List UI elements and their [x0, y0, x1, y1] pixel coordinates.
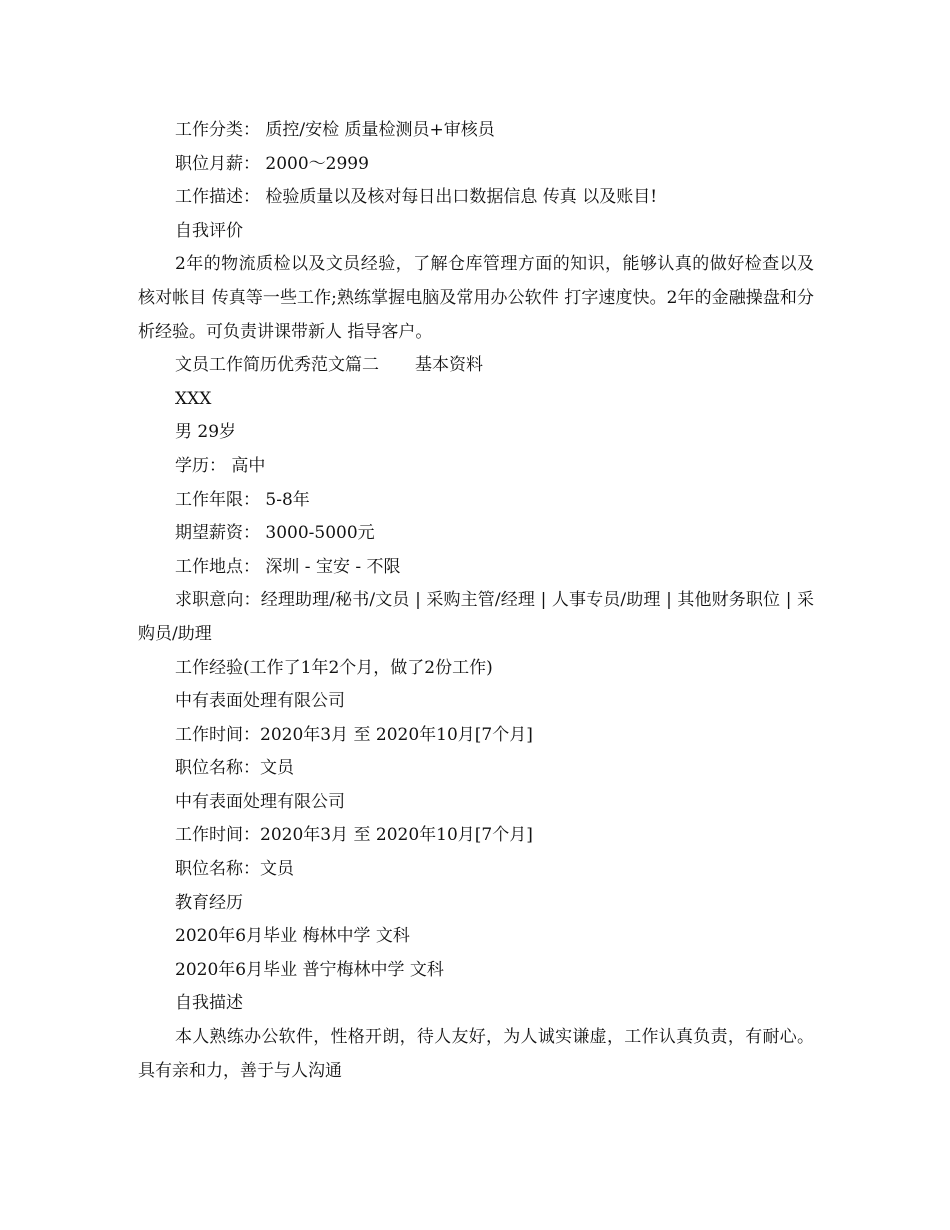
work-years-line: 工作年限： 5-8年 [175, 489, 310, 510]
job-category-line: 工作分类： 质控/安检 质量检测员+审核员 [175, 120, 495, 140]
job-intent-paragraph: 求职意向：经理助理/秘书/文员 | 采购主管/经理 | 人事专员/助理 | 其他财务职位 | 采购员/助理 [138, 590, 814, 644]
job-description-line: 工作描述： 检验质量以及核对每日出口数据信息 传真 以及账目! [175, 187, 658, 208]
section-title-line [138, 349, 814, 383]
self-evaluation-heading: 自我评价 [175, 220, 243, 241]
work-period-2: 工作时间：2020年3月 至 2020年10月[7个月] [175, 825, 533, 846]
self-description-paragraph: 本人熟练办公软件，性格开朗，待人友好，为人诚实谦虚，工作认真负责，有耐心。具有亲和力，善于与人沟通 [138, 1027, 814, 1081]
position-title-1: 职位名称：文员 [175, 758, 294, 779]
education-entry-1: 2020年6月毕业 梅林中学 文科 [175, 926, 410, 947]
self-description-heading: 自我描述 [175, 993, 243, 1014]
document-body [138, 114, 814, 1088]
basic-info-heading: 基本资料 [415, 355, 483, 376]
work-period-1: 工作时间：2020年3月 至 2020年10月[7个月] [175, 724, 533, 745]
company-name-2: 中有表面处理有限公司 [175, 791, 345, 812]
monthly-salary-line: 职位月薪： 2000～2999 [175, 153, 369, 174]
work-experience-heading: 工作经验(工作了1年2个月，做了2份工作) [175, 657, 493, 678]
candidate-name: XXX [175, 388, 212, 409]
education-entry-2: 2020年6月毕业 普宁梅林中学 文科 [175, 959, 444, 980]
company-name-1: 中有表面处理有限公司 [175, 691, 345, 712]
gender-age-line: 男 29岁 [175, 422, 237, 443]
education-history-heading: 教育经历 [175, 892, 243, 913]
education-level-line: 学历： 高中 [175, 455, 266, 476]
self-evaluation-paragraph: 2年的物流质检以及文员经验，了解仓库管理方面的知识，能够认真的做好检查以及核对帐目 传真等一些工作;熟练掌握电脑及常用办公软件 打字速度快。2年的金融操盘和分析经验。可负责讲课带新人 指导客户。 [138, 254, 814, 342]
section-title: 文员工作简历优秀范文篇二 [175, 355, 379, 376]
work-location-line: 工作地点： 深圳 - 宝安 - 不限 [175, 556, 401, 577]
position-title-2: 职位名称：文员 [175, 859, 294, 880]
expected-salary-line: 期望薪资： 3000-5000元 [175, 523, 375, 544]
